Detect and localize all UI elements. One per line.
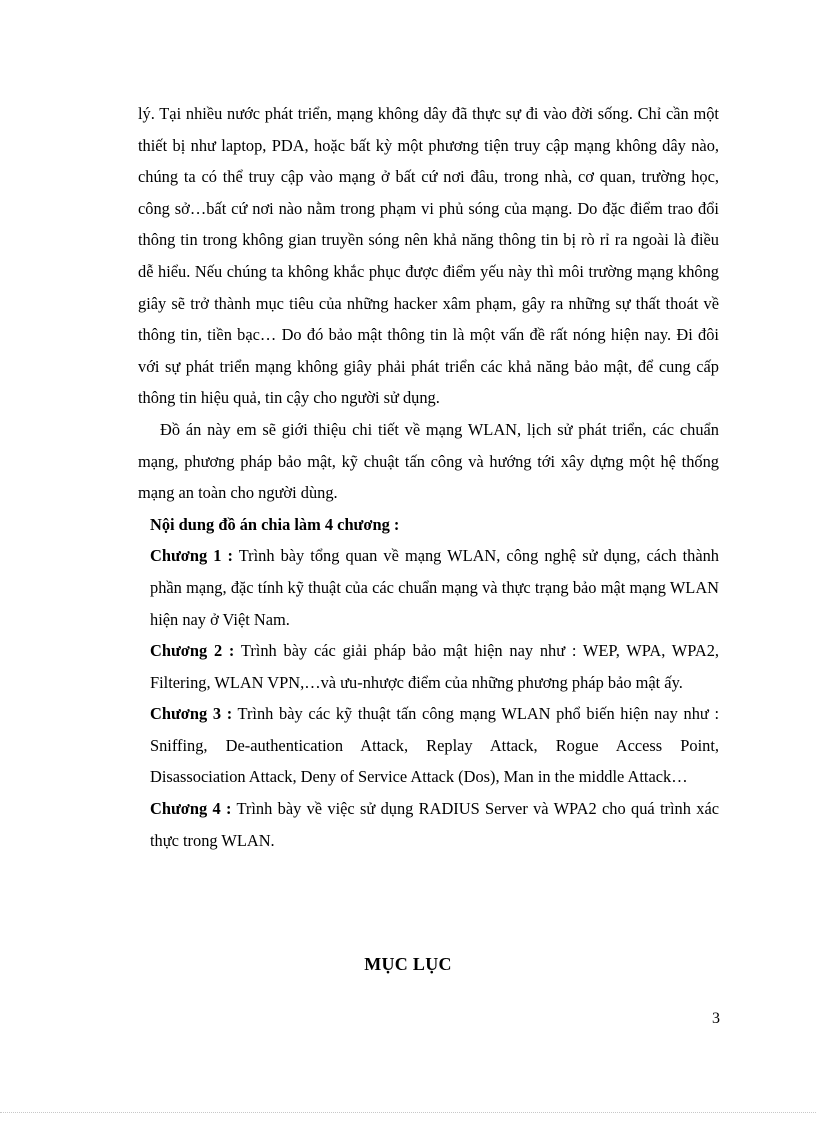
table-of-contents-title: MỤC LỤC (364, 954, 452, 974)
chapter-4-label: Chương 4 : (150, 799, 232, 819)
page-number: 3 (712, 1010, 720, 1027)
paragraph-project-intro: Đồ án này em sẽ giới thiệu chi tiết về mạng WLAN, lịch sử phát triển, các chuẩn mạng, phương pháp bảo mật, kỹ chuật tấn công và hướng tới xây dựng một hệ thống mạng an toàn cho người dùng. (138, 419, 719, 503)
chapter-4-summary (138, 793, 719, 856)
chapter-2-summary (138, 635, 719, 698)
chapter-4-text: Trình bày về việc sử dụng RADIUS Server và WPA2 cho quá trình xác thực trong WLAN. (150, 799, 719, 850)
chapter-2-label: Chương 2 : (150, 641, 235, 661)
chapter-2-text: Trình bày các giải pháp bảo mật hiện nay như : WEP, WPA, WPA2, Filtering, WLAN VPN,…và ưu-nhược điểm của những phương pháp bảo mật ấy. (150, 641, 719, 692)
chapter-3-label: Chương 3 : (150, 704, 233, 724)
chapter-1-label: Chương 1 : (150, 546, 233, 566)
chapter-outline-heading: Nội dung đồ án chia làm 4 chương : (150, 514, 400, 534)
body-text (138, 98, 719, 856)
chapter-1-summary (138, 540, 719, 635)
chapter-3-summary (138, 698, 719, 793)
paragraph-wireless-security: lý. Tại nhiều nước phát triển, mạng không dây đã thực sự đi vào đời sống. Chỉ cần một thiết bị như laptop, PDA, hoặc bất kỳ một phương tiện truy cập mạng không dây nào, chúng ta có thể truy cập vào mạng ở bất cứ nơi đâu, trong nhà, cơ quan, trường học, công sở…bất cứ nơi nào nằm trong phạm vi phủ sóng của mạng. Do đặc điểm trao đổi thông tin trong không gian truyền sóng nên khả năng thông tin bị rò rỉ ra ngoài là điều dễ hiểu. Nếu chúng ta không khắc phục được điểm yếu này thì môi trường mạng không giây sẽ trở thành mục tiêu của những hacker xâm phạm, gây ra những sự thất thoát về thông tin, tiền bạc… Do đó bảo mật thông tin là một vấn đề rất nóng hiện nay. Đi đôi với sự phát triển mạng không giây phải phát triển các khả năng bảo mật, để cung cấp thông tin hiệu quả, tin cậy cho người sử dụng. (138, 104, 719, 408)
chapter-1-text: Trình bày tổng quan về mạng WLAN, công nghệ sử dụng, cách thành phần mạng, đặc tính kỹ thuật của các chuẩn mạng và thực trạng bảo mật mạng WLAN hiện nay ở Việt Nam. (150, 546, 719, 629)
chapter-3-text: Trình bày các kỹ thuật tấn công mạng WLAN phổ biến hiện nay như : Sniffing, De-authentication Attack, Replay Attack, Rogue Access Point, Disassociation Attack, Deny of Service Attack (Dos), Man in the middle Attack… (150, 704, 720, 787)
page-bottom-divider (0, 1112, 816, 1113)
